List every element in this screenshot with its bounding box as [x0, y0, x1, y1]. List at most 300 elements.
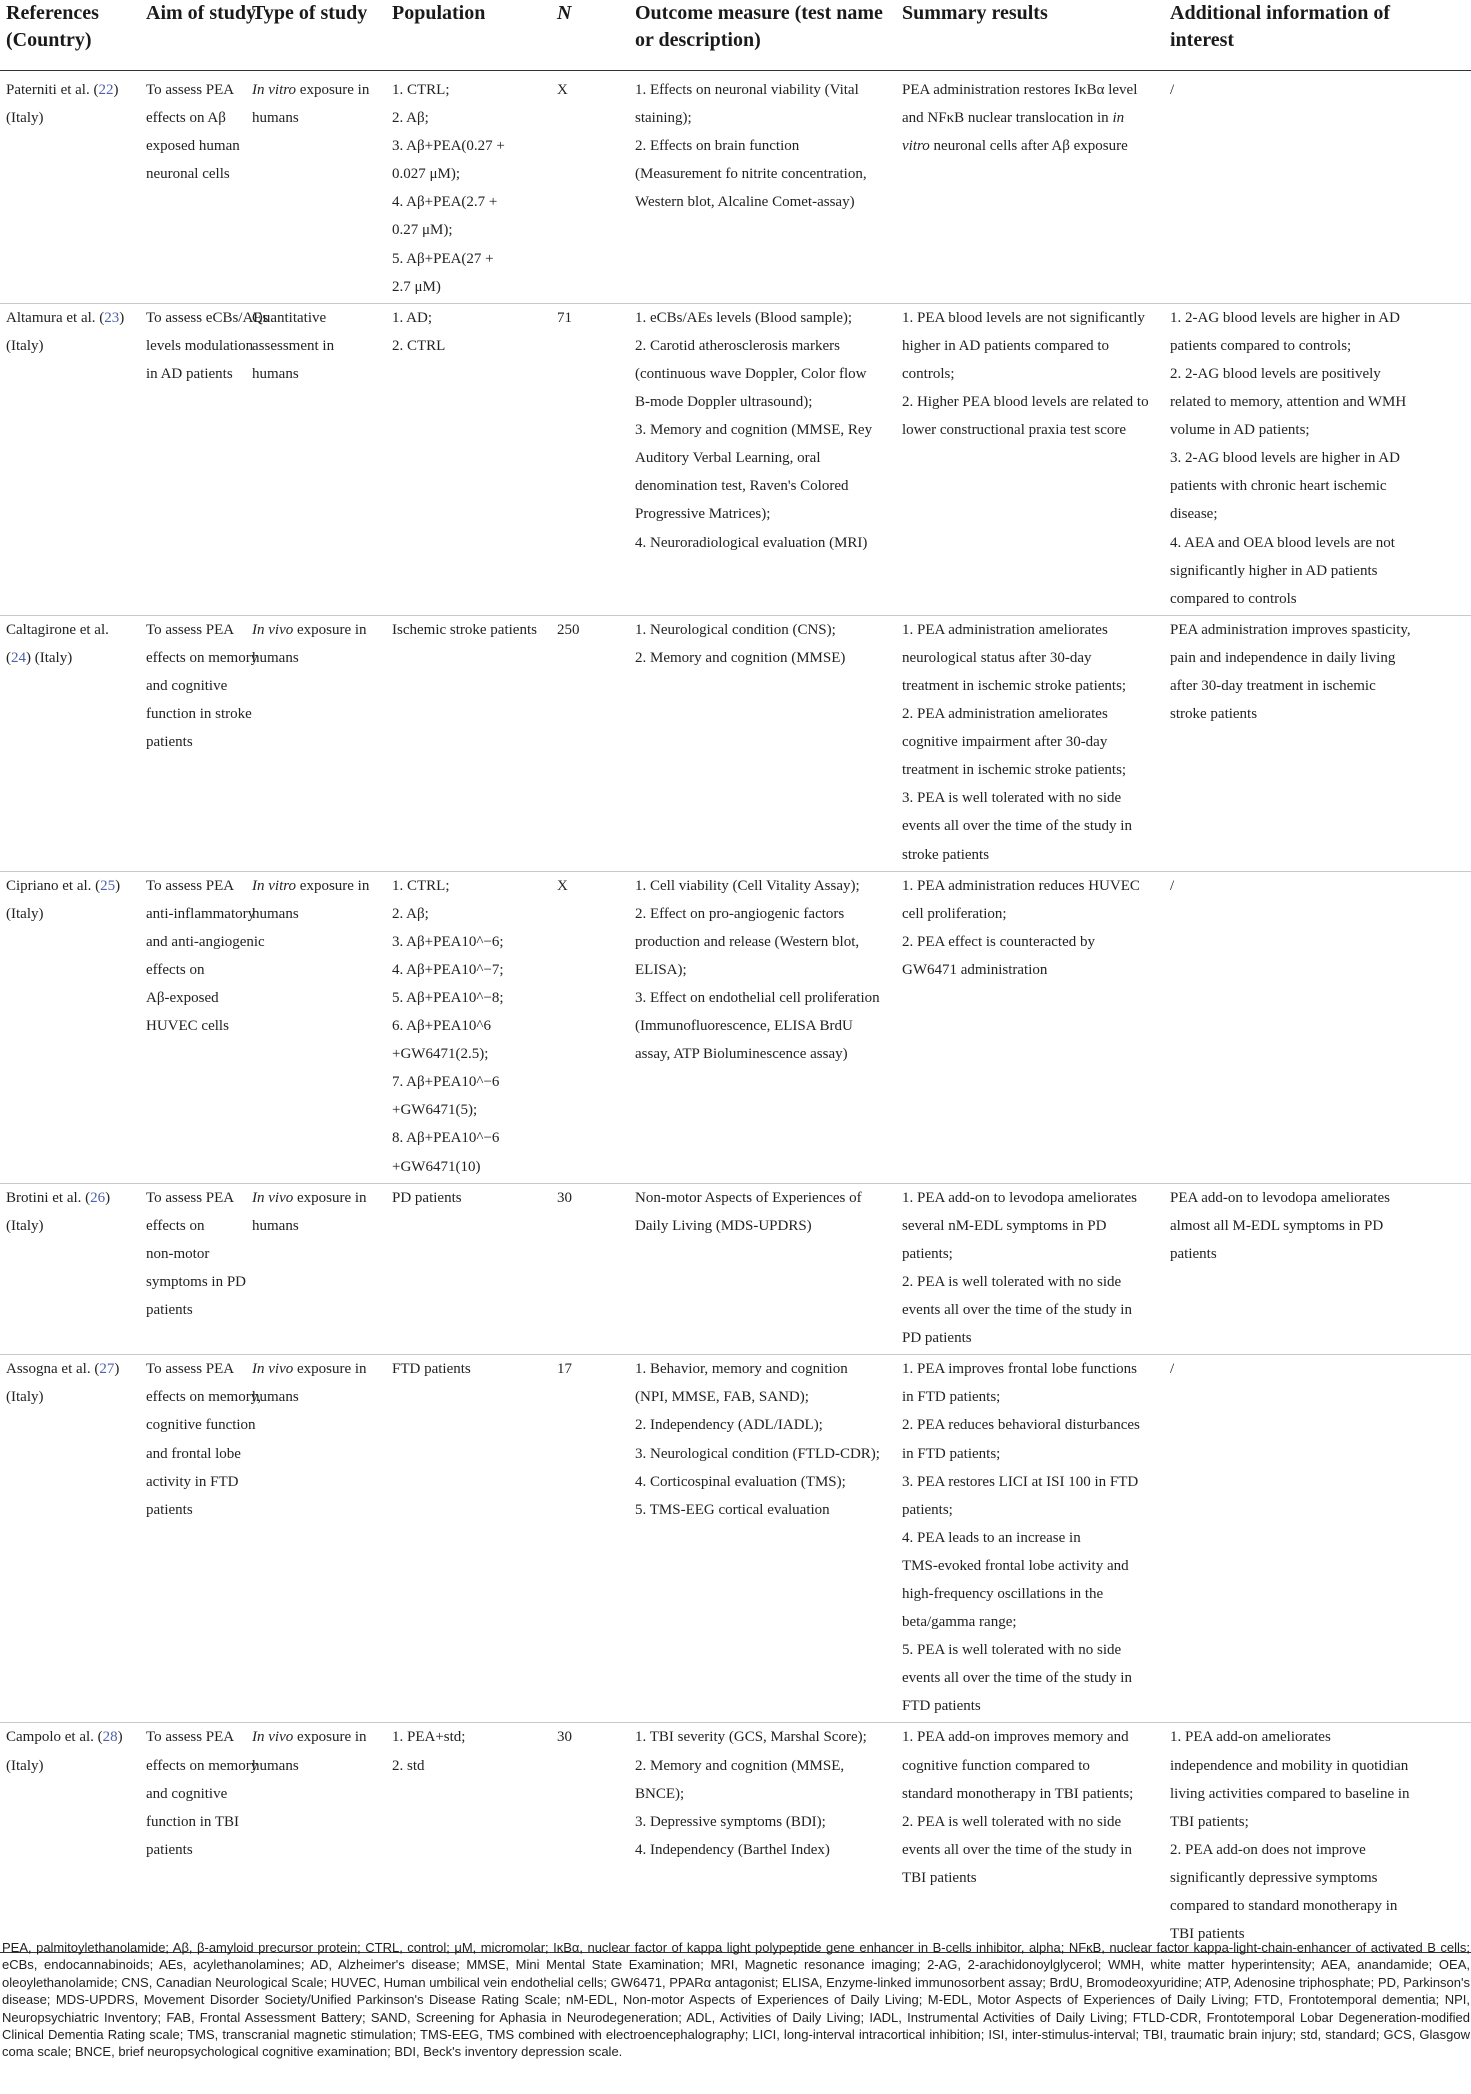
type-text: humans [252, 649, 299, 666]
cell-type-line [252, 1752, 380, 1780]
cell-aim-line: exposed human [146, 138, 240, 155]
cell-aim-line: Aβ-exposed [146, 990, 219, 1006]
cell-n [551, 303, 629, 615]
cell-n-value: 30 [557, 1729, 572, 1746]
summary-text: neuronal cells after Aβ exposure [929, 138, 1128, 155]
cell-summary-line [902, 332, 1158, 360]
cell-outcome-line: BNCE); [635, 1785, 685, 1802]
cell-outcome-line: (NPI, MMSE, FAB, SAND); [635, 1389, 809, 1406]
reference-country: (Italy) [6, 905, 44, 922]
cell-additional-line: / [1170, 1361, 1175, 1378]
cell-additional [1164, 871, 1471, 1183]
reference-link[interactable]: 24 [11, 649, 26, 666]
cell-population-line: 2. std [392, 1757, 425, 1774]
cell-aim-line: patients [146, 1841, 193, 1858]
summary-text: 1. PEA add-on improves memory and [902, 1729, 1129, 1746]
cell-summary-line [902, 1864, 1158, 1892]
cell-outcome-line: B-mode Doppler ultrasound); [635, 394, 813, 411]
cell-summary-line [902, 1383, 1158, 1411]
cell-population-line: 2. Aβ; [392, 905, 429, 922]
header-label-line: Type of study [252, 2, 368, 24]
summary-italic: vitro [902, 138, 930, 155]
cell-outcome [629, 303, 896, 615]
cell-population [386, 1183, 551, 1355]
cell-aim-line: effects on Aβ [146, 110, 226, 127]
type-text: assessment in [252, 337, 335, 354]
cell-aim-line: symptoms in PD [146, 1273, 247, 1290]
cell-summary-line [902, 360, 1158, 388]
summary-text: several nM-EDL symptoms in PD [902, 1217, 1107, 1234]
cell-summary [896, 1723, 1164, 1953]
cell-outcome [629, 71, 896, 304]
type-text: humans [252, 110, 299, 127]
header-label-line: Additional information of [1170, 2, 1391, 24]
cell-aim [140, 303, 269, 615]
reference-paren: ) [115, 877, 121, 894]
header-label-line: Summary results [902, 2, 1048, 24]
reference-line [6, 872, 134, 900]
cell-aim-line: To assess eCBs/AEs [146, 309, 269, 326]
summary-text: 2. Higher PEA blood levels are related to [902, 394, 1149, 411]
reference-link[interactable]: 26 [90, 1189, 106, 1206]
cell-summary-line [902, 956, 1158, 984]
type-italic: In vitro [252, 82, 297, 98]
cell-population-line: 3. Aβ+PEA10^−6; [392, 933, 504, 950]
cell-n [551, 1183, 629, 1355]
cell-aim-line: To assess PEA [146, 877, 235, 894]
cell-type-line [252, 1184, 380, 1212]
cell-additional-line: compared to standard monotherapy in [1170, 1898, 1398, 1914]
cell-additional-line: PEA add-on to levodopa ameliorates [1170, 1189, 1390, 1206]
cell-additional-line: TBI patients [1170, 1926, 1245, 1943]
type-italic: In vivo [252, 621, 294, 638]
cell-aim [140, 71, 246, 304]
cell-n-value: X [557, 82, 568, 98]
cell-aim-line: patients [146, 1302, 193, 1319]
cell-summary-line [902, 1552, 1158, 1580]
reference-link[interactable]: 25 [100, 877, 116, 894]
cell-n [551, 1723, 629, 1953]
cell-aim-line: effects on [146, 1217, 205, 1234]
cell-outcome-line: 3. Depressive symptoms (BDI); [635, 1813, 826, 1830]
type-italic: In vivo [252, 1189, 294, 1206]
reference-author: Brotini et al. ( [6, 1189, 91, 1206]
reference-country: (Italy) [6, 1217, 44, 1234]
summary-text: higher in AD patients compared to [902, 337, 1110, 354]
cell-additional [1164, 615, 1471, 871]
summary-text: in FTD patients; [902, 1445, 1001, 1462]
cell-outcome-line: production and release (Western blot, [635, 933, 860, 950]
cell-population [386, 303, 551, 615]
cell-aim-line: To assess PEA [146, 1729, 235, 1746]
cell-type-line [252, 1723, 380, 1751]
cell-outcome-line: 2. Memory and cognition (MMSE) [635, 649, 846, 666]
cell-additional-line: significantly depressive symptoms [1170, 1869, 1378, 1886]
cell-n-value: 71 [557, 309, 572, 326]
reference-author: Assogna et al. ( [6, 1361, 100, 1378]
cell-additional-line: almost all M-EDL symptoms in PD [1170, 1217, 1384, 1234]
cell-type-line [252, 332, 380, 360]
cell-n-value: 30 [557, 1189, 572, 1206]
cell-outcome-line: Western blot, Alcaline Comet-assay) [635, 194, 855, 211]
cell-summary-line [902, 1723, 1158, 1751]
cell-aim-line: neuronal cells [146, 166, 230, 183]
cell-aim-line: and cognitive [146, 677, 228, 694]
cell-outcome-line: (continuous wave Doppler, Color flow [635, 365, 867, 382]
reference-paren: ( [6, 649, 11, 666]
reference-line [6, 76, 134, 104]
cell-outcome-line: Non-motor Aspects of Experiences of [635, 1189, 862, 1206]
cell-aim [140, 1355, 261, 1723]
cell-reference [0, 303, 140, 615]
summary-text: 2. PEA is well tolerated with no side [902, 1273, 1122, 1290]
header-type [246, 0, 386, 71]
cell-summary-line [902, 1752, 1158, 1780]
summary-text: 2. PEA is well tolerated with no side [902, 1813, 1122, 1830]
table-body [0, 71, 1471, 1953]
cell-n [551, 615, 629, 871]
cell-outcome-line: 4. Neuroradiological evaluation (MRI) [635, 534, 868, 551]
reference-link[interactable]: 23 [104, 309, 120, 326]
cell-additional [1164, 1723, 1471, 1953]
cell-summary-line [902, 1468, 1158, 1496]
summary-text: patients; [902, 1501, 953, 1518]
cell-type-line [252, 1355, 380, 1383]
cell-additional-line: pain and independence in daily living [1170, 649, 1396, 666]
reference-link[interactable]: 27 [99, 1361, 115, 1378]
cell-type-line [252, 1212, 380, 1240]
cell-summary-line [902, 1212, 1158, 1240]
cell-type [246, 1355, 386, 1723]
summary-text: 3. PEA restores LICI at ISI 100 in FTD [902, 1473, 1139, 1490]
cell-population [386, 615, 551, 871]
cell-outcome-line: 4. Corticospinal evaluation (TMS); [635, 1473, 846, 1490]
cell-additional [1164, 303, 1471, 615]
cell-summary-line [902, 1808, 1158, 1836]
cell-summary-line [902, 1440, 1158, 1468]
type-text: exposure in [293, 621, 367, 638]
header-label-line: or description) [635, 29, 761, 51]
cell-population [386, 1723, 551, 1953]
cell-additional-line: 2. 2-AG blood levels are positively [1170, 365, 1381, 382]
cell-summary [896, 303, 1164, 615]
cell-summary-line [902, 1836, 1158, 1864]
cell-aim-line: effects on [146, 961, 205, 978]
summary-text: treatment in ischemic stroke patients; [902, 762, 1127, 779]
cell-population-line: PD patients [392, 1189, 462, 1206]
reference-country: (Italy) [6, 337, 44, 354]
reference-line [6, 1184, 134, 1212]
header-label-line: N [557, 2, 572, 24]
summary-text: patients; [902, 1245, 953, 1262]
cell-population-line: 1. AD; [392, 309, 433, 326]
cell-additional-line: 4. AEA and OEA blood levels are not [1170, 534, 1395, 551]
cell-population [386, 71, 551, 304]
cell-additional-line: 3. 2-AG blood levels are higher in AD [1170, 450, 1400, 467]
type-text: humans [252, 1217, 299, 1234]
cell-outcome [629, 1723, 896, 1953]
summary-text: in FTD patients; [902, 1389, 1001, 1406]
reference-paren: ) [119, 309, 125, 326]
cell-n-value: 250 [557, 621, 580, 638]
reference-line [6, 1355, 134, 1383]
cell-type-line [252, 104, 380, 132]
cell-outcome-line: 1. Behavior, memory and cognition [635, 1361, 848, 1378]
cell-summary-line [902, 104, 1158, 132]
reference-line [6, 1723, 134, 1751]
summary-text: standard monotherapy in TBI patients; [902, 1785, 1134, 1802]
cell-summary-line [902, 644, 1158, 672]
cell-summary-line [902, 1780, 1158, 1808]
cell-type-line [252, 872, 380, 900]
summary-text: events all over the time of the study in [902, 818, 1132, 835]
cell-type-line [252, 616, 380, 644]
cell-aim-line: To assess PEA [146, 1361, 235, 1378]
cell-summary-line [902, 1324, 1158, 1352]
reference-country: ) (Italy) [26, 649, 73, 666]
cell-reference [0, 1723, 140, 1953]
reference-author: Altamura et al. ( [6, 309, 105, 326]
summary-text: GW6471 administration [902, 961, 1048, 978]
cell-additional-line: patients [1170, 1245, 1217, 1262]
reference-author: Paterniti et al. ( [6, 82, 99, 98]
cell-additional [1164, 1183, 1471, 1355]
cell-type [246, 71, 386, 304]
cell-additional-line: disease; [1170, 506, 1218, 523]
cell-reference [0, 615, 140, 871]
cell-outcome-line: 3. Neurological condition (FTLD-CDR); [635, 1445, 880, 1462]
cell-population-line: Ischemic stroke patients [392, 621, 537, 638]
cell-summary-line [902, 1496, 1158, 1524]
table-row [0, 615, 1471, 871]
cell-population [386, 871, 551, 1183]
cell-summary-line [902, 1411, 1158, 1439]
cell-population-line: 3. Aβ+PEA(0.27 + [392, 138, 505, 155]
cell-summary-line [902, 76, 1158, 104]
cell-aim-line: anti-inflammatory [146, 905, 256, 922]
cell-n-value: 17 [557, 1361, 572, 1378]
cell-additional-line: / [1170, 877, 1175, 894]
cell-outcome-line: Daily Living (MDS-UPDRS) [635, 1217, 812, 1234]
reference-paren: ) [105, 1189, 111, 1206]
cell-outcome [629, 615, 896, 871]
header-population [386, 0, 551, 71]
cell-outcome-line: assay, ATP Bioluminescence assay) [635, 1046, 848, 1063]
summary-text: controls; [902, 365, 955, 382]
cell-population-line: +GW6471(10) [392, 1158, 481, 1175]
cell-additional-line: 1. 2-AG blood levels are higher in AD [1170, 309, 1400, 326]
table-footnote: PEA, palmitoylethanolamide; Aβ, β-amyloid precursor protein; CTRL, control; μM, micromolar; IκBα, nuclear factor of kappa light polypeptide gene enhancer in B-cells inhibitor, alpha; NFκB, nuclear factor kappa-light-chain-enhancer of activated B cells; eCBs, endocannabinoids; AEs, acylethanolamines; AD, Alzheimer's disease; MMSE, Mini Mental State Examination; MRI, Magnetic resonance imaging; 2-AG, 2-arachidonoylglycerol; WMH, white matter hyperintensity; AEA, anandamide; OEA, oleoylethanolamide; CNS, Canadian Neurological Scale; HUVEC, Human umbilical vein endothelial cells; GW6471, PPARα antagonist; ELISA, Enzyme-linked immunosorbent assay; BrdU, Bromodeoxyuridine; ATP, Adenosine triphosphate; PD, Parkinson's disease; MDS-UPDRS, Movement Disorder Society/Unified Parkinson's Disease Rating Scale; nM-EDL, Non-motor Aspects of Experiences of Daily Living; M-EDL, Motor Aspects of Experiences of Daily Living; FTD, Frontotemporal dementia; NPI, Neuropsychiatric Inventory; FAB, Frontal Assessment Battery; SAND, Screening for Aphasia in Neurodegeneration; ADL, Activities of Daily Living; IADL, Instrumental Activities of Daily Living; FTLD-CDR, Frontotemporal Lobar Degeneration-modified Clinical Dementia Rating scale; TMS, transcranial magnetic stimulation; TMS-EEG, TMS combined with electroencephalography; LICI, long-interval intracortical inhibition; ISI, inter-stimulus-interval; TBI, traumatic brain injury; std, standard; GCS, Glasgow coma scale; BNCE, brief neuropsychological cognitive examination; BDI, Beck's inventory depression scale. [2, 1940, 1470, 2060]
cell-outcome-line: (Measurement fo nitrite concentration, [635, 166, 867, 183]
cell-summary [896, 71, 1164, 304]
summary-text: PEA administration restores IκBα level [902, 82, 1138, 98]
cell-population-line: 6. Aβ+PEA10^6 [392, 1018, 491, 1035]
table-row [0, 1723, 1471, 1953]
cell-aim-line: effects on memory [146, 1757, 259, 1774]
cell-outcome-line: 2. Independency (ADL/IADL); [635, 1417, 823, 1434]
cell-outcome-line: 1. Effects on neuronal viability (Vital [635, 82, 859, 98]
cell-n-value: X [557, 877, 568, 894]
reference-author: Caltagirone et al. [6, 621, 109, 638]
table-row [0, 71, 1471, 304]
cell-summary [896, 1183, 1164, 1355]
cell-n [551, 71, 629, 304]
reference-paren: ) [117, 1729, 123, 1746]
cell-aim-line: levels modulation [146, 337, 254, 354]
cell-aim [140, 615, 259, 871]
reference-country: (Italy) [6, 1757, 44, 1774]
reference-link[interactable]: 28 [102, 1729, 118, 1746]
cell-summary-line [902, 900, 1158, 928]
cell-aim-line: To assess PEA [146, 1189, 235, 1206]
summary-text: cognitive impairment after 30-day [902, 734, 1108, 751]
cell-outcome [629, 1355, 896, 1723]
cell-outcome-line: 1. Cell viability (Cell Vitality Assay); [635, 877, 860, 894]
type-text: humans [252, 1757, 299, 1774]
header-label-line: Aim of study [146, 2, 257, 24]
cell-outcome-line: 3. Effect on endothelial cell proliferation [635, 990, 880, 1006]
summary-text: events all over the time of the study in [902, 1841, 1132, 1858]
cell-summary-line [902, 872, 1158, 900]
cell-reference [0, 1355, 140, 1723]
cell-outcome-line: Progressive Matrices); [635, 506, 771, 523]
cell-summary [896, 871, 1164, 1183]
type-text: exposure in [293, 1361, 367, 1378]
cell-aim [140, 871, 265, 1183]
reference-link[interactable]: 22 [98, 82, 114, 98]
header-n [551, 0, 629, 71]
cell-reference [0, 1183, 140, 1355]
summary-text: 2. PEA administration ameliorates [902, 706, 1108, 723]
cell-outcome-line: 2. Effect on pro-angiogenic factors [635, 905, 845, 922]
header-label-line: Population [392, 2, 486, 24]
summary-italic: in [1112, 110, 1125, 127]
cell-summary-line [902, 1184, 1158, 1212]
summary-text: beta/gamma range; [902, 1614, 1017, 1631]
summary-text: 1. PEA administration reduces HUVEC [902, 877, 1140, 894]
reference-line [6, 304, 134, 332]
cell-population-line: 4. Aβ+PEA(2.7 + [392, 194, 498, 211]
summary-text: events all over the time of the study in [902, 1670, 1132, 1687]
cell-outcome-line: denomination test, Raven's Colored [635, 478, 849, 495]
summary-text: neurological status after 30-day [902, 649, 1092, 666]
type-italic: In vivo [252, 1729, 294, 1746]
cell-aim-line: To assess PEA [146, 82, 235, 98]
cell-summary-line [902, 416, 1158, 444]
cell-summary-line [902, 616, 1158, 644]
cell-aim-line: and cognitive [146, 1785, 228, 1802]
cell-type-line [252, 304, 380, 332]
cell-outcome-line: ELISA); [635, 961, 687, 978]
cell-population-line: 1. CTRL; [392, 82, 450, 98]
cell-type-line [252, 360, 380, 388]
cell-population-line: 1. PEA+std; [392, 1729, 466, 1746]
cell-aim-line: and anti-angiogenic [146, 933, 265, 950]
cell-additional [1164, 71, 1471, 304]
cell-type-line [252, 1383, 380, 1411]
cell-aim-line: activity in FTD [146, 1473, 239, 1490]
summary-text: 1. PEA administration ameliorates [902, 621, 1108, 638]
cell-additional-line: 1. PEA add-on ameliorates [1170, 1729, 1331, 1746]
cell-aim-line: patients [146, 734, 193, 751]
cell-outcome-line: 1. TBI severity (GCS, Marshal Score); [635, 1729, 867, 1746]
summary-text: FTD patients [902, 1698, 981, 1715]
cell-type-line [252, 76, 380, 104]
reference-country: (Italy) [6, 110, 44, 127]
cell-summary-line [902, 304, 1158, 332]
cell-population-line: 5. Aβ+PEA10^−8; [392, 990, 504, 1006]
cell-outcome-line: 2. Carotid atherosclerosis markers [635, 337, 840, 354]
cell-population-line: 2.7 μM) [392, 278, 441, 295]
cell-type [246, 1723, 386, 1953]
header-outcome [629, 0, 896, 71]
cell-summary-line [902, 672, 1158, 700]
summary-text: stroke patients [902, 846, 990, 863]
cell-additional [1164, 1355, 1471, 1723]
type-text: exposure in [293, 1189, 367, 1206]
cell-summary-line [902, 928, 1158, 956]
cell-additional-line: PEA administration improves spasticity, [1170, 621, 1411, 638]
reference-author: Campolo et al. ( [6, 1729, 103, 1746]
type-text: humans [252, 1389, 299, 1406]
cell-additional-line: independence and mobility in quotidian [1170, 1757, 1409, 1774]
reference-author: Cipriano et al. ( [6, 877, 101, 894]
cell-summary-line [902, 700, 1158, 728]
cell-summary-line [902, 1296, 1158, 1324]
summary-text: lower constructional praxia test score [902, 422, 1127, 439]
header-summary [896, 0, 1164, 71]
header-additional [1164, 0, 1471, 71]
summary-text: 1. PEA blood levels are not significantly [902, 309, 1145, 326]
cell-outcome [629, 871, 896, 1183]
table-row [0, 1355, 1471, 1723]
cell-population-line: 7. Aβ+PEA10^−6 [392, 1074, 500, 1091]
cell-outcome-line: 4. Independency (Barthel Index) [635, 1841, 830, 1858]
cell-summary-line [902, 1608, 1158, 1636]
cell-additional-line: patients compared to controls; [1170, 337, 1352, 354]
cell-summary [896, 1355, 1164, 1723]
cell-summary [896, 615, 1164, 871]
cell-additional-line: stroke patients [1170, 706, 1258, 723]
cell-outcome-line: 3. Memory and cognition (MMSE, Rey [635, 422, 873, 439]
table-row [0, 871, 1471, 1183]
reference-line [6, 616, 134, 644]
cell-population-line: FTD patients [392, 1361, 471, 1378]
cell-aim-line: non-motor [146, 1245, 210, 1262]
table-header-row [0, 0, 1471, 71]
summary-text: treatment in ischemic stroke patients; [902, 677, 1127, 694]
cell-population-line: 5. Aβ+PEA(27 + [392, 250, 494, 267]
cell-aim-line: in AD patients [146, 365, 233, 382]
summary-text: and NFκB nuclear translocation in [902, 110, 1113, 127]
cell-population-line: 8. Aβ+PEA10^−6 [392, 1130, 500, 1147]
type-text: humans [252, 905, 299, 922]
cell-aim-line: function in stroke [146, 706, 252, 723]
cell-aim-line: effects on memory, [146, 1389, 261, 1406]
cell-outcome-line: 2. Memory and cognition (MMSE, [635, 1757, 845, 1774]
cell-type [246, 871, 386, 1183]
cell-summary-line [902, 756, 1158, 784]
header-label-line: References [6, 2, 99, 24]
cell-population-line: 0.27 μM); [392, 222, 453, 239]
cell-additional-line: patients with chronic heart ischemic [1170, 478, 1387, 495]
cell-summary-line [902, 1240, 1158, 1268]
cell-population-line: 4. Aβ+PEA10^−7; [392, 961, 504, 978]
cell-type-line [252, 900, 380, 928]
cell-additional-line: / [1170, 82, 1175, 98]
type-italic: In vitro [252, 877, 297, 894]
reference-line [6, 644, 134, 672]
